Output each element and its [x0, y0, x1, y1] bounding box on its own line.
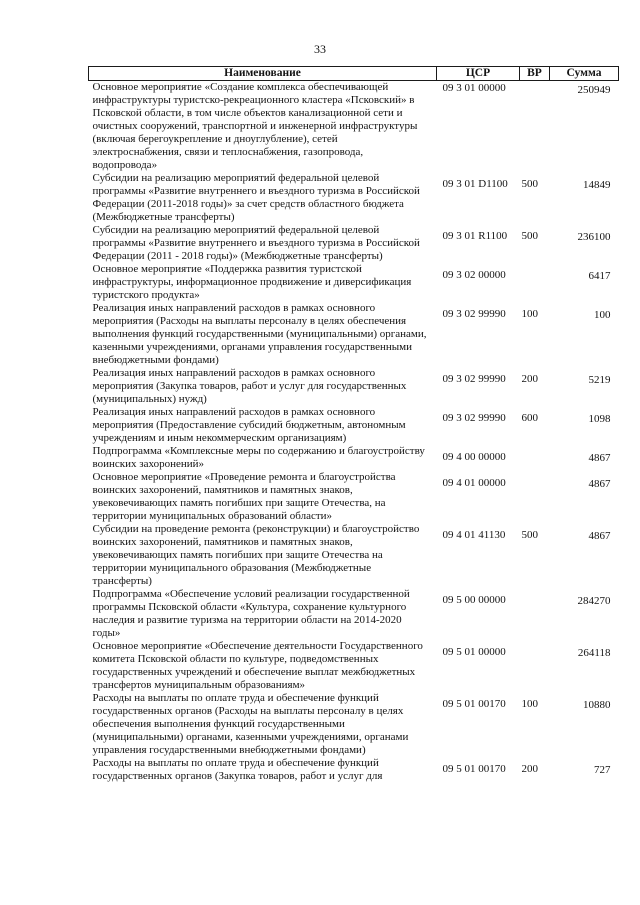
- cell-sum: 250949: [577, 84, 611, 96]
- table-row: [89, 263, 619, 302]
- cell-vr: 200: [521, 763, 538, 775]
- table-row: [89, 445, 619, 471]
- table-row: [89, 224, 619, 263]
- table-row: [89, 367, 619, 406]
- cell-csr: 09 4 01 00000: [442, 477, 506, 489]
- header-csr: ЦСР: [437, 67, 520, 81]
- cell-name: Расходы на выплаты по оплате труда и обеспечение функций государственных органов (Расходы на выплаты персоналу в целях обеспечения выполнения функций государственными (муниципальными) органами, казенными учреждениями, органами управления государственными внебюджетными фондами): [92, 692, 409, 756]
- cell-name: Реализация иных направлений расходов в рамках основного мероприятия (Расходы на выплаты персоналу в целях обеспечения выполнения функций государственными (муниципальными) органами, казенными учреждениями, органами управления государственными внебюджетными фондами): [92, 302, 427, 366]
- table-row: [89, 406, 619, 445]
- page-number: 33: [314, 42, 326, 56]
- table-header-row: [89, 67, 619, 81]
- cell-name: Основное мероприятие «Создание комплекса обеспечивающей инфраструктуры туристско-рекреационного кластера «Псковский» в Псковской области, в том числе объектов канализационной сети и очистных сооружений, транспортной и инженерной инфраструктуры (включая берегоукрепление и дноуглубление), сетей электроснабжения, связи и теплоснабжения, газопровода, водопровода»: [92, 81, 418, 171]
- cell-name: Основное мероприятие «Проведение ремонта и благоустройства воинских захоронений, памятников и памятных знаков, увековечивающих память погибших при защите Отечества, на территории муниципальных образований области»: [92, 471, 396, 522]
- cell-sum: 284270: [577, 595, 611, 607]
- cell-csr: 09 5 01 00000: [442, 646, 506, 658]
- cell-csr: 09 5 00 00000: [442, 594, 506, 606]
- cell-vr: 500: [521, 230, 538, 242]
- cell-name: Субсидии на реализацию мероприятий федеральной целевой программы «Развитие внутреннего и въездного туризма в Российской Федерации (2011 - 2018 годы)» (Межбюджетные трансферты): [92, 224, 420, 262]
- cell-csr: 09 3 01 R1100: [442, 230, 508, 242]
- cell-name: Подпрограмма «Комплексные меры по содержанию и благоустройству воинских захоронений»: [92, 445, 425, 470]
- cell-name: Реализация иных направлений расходов в рамках основного мероприятия (Закупка товаров, работ и услуг для государственных (муниципальных) нужд): [92, 367, 407, 405]
- cell-sum: 4867: [588, 452, 611, 464]
- cell-sum: 236100: [577, 231, 611, 243]
- cell-sum: 727: [594, 764, 611, 776]
- header-vr: ВР: [520, 67, 550, 81]
- header-name: Наименование: [89, 67, 437, 81]
- cell-vr: [520, 640, 550, 692]
- cell-sum: 5219: [588, 374, 611, 386]
- cell-sum: 100: [594, 309, 611, 321]
- cell-csr: 09 3 02 99990: [442, 308, 506, 320]
- cell-name: Субсидии на реализацию мероприятий федеральной целевой программы «Развитие внутреннего и въездного туризма в Российской Федерации (2011-2018 годы)» за счет средств областного бюджета (Межбюджетные трансферты): [92, 172, 420, 223]
- table-row: [89, 640, 619, 692]
- cell-vr: [520, 263, 550, 302]
- cell-sum: 14849: [583, 179, 611, 191]
- cell-vr: [520, 445, 550, 471]
- cell-name: Основное мероприятие «Поддержка развития туристской инфраструктуры, информационное продвижение и диверсификация туристского продукта»: [92, 263, 412, 301]
- cell-name: Подпрограмма «Обеспечение условий реализации государственной программы Псковской области «Культура, сохранение культурного наследия и развитие туризма на территории области на 2014-2020 годы»: [92, 588, 410, 639]
- cell-vr: 500: [521, 178, 538, 190]
- table-row: [89, 692, 619, 757]
- cell-vr: 100: [521, 308, 538, 320]
- table-row: [89, 81, 619, 173]
- cell-sum: 1098: [588, 413, 611, 425]
- table-row: [89, 523, 619, 588]
- cell-name: Реализация иных направлений расходов в рамках основного мероприятия (Предоставление субсидий бюджетным, автономным учреждениям и иным некоммерческим организациям): [92, 406, 406, 444]
- cell-vr: 600: [521, 412, 538, 424]
- cell-vr: [520, 588, 550, 640]
- budget-table: [88, 66, 619, 783]
- cell-csr: 09 5 01 00170: [442, 698, 506, 710]
- cell-vr: [520, 471, 550, 523]
- cell-vr: 200: [521, 373, 538, 385]
- table-row: [89, 757, 619, 783]
- cell-csr: 09 4 00 00000: [442, 451, 506, 463]
- table-row: [89, 471, 619, 523]
- cell-csr: 09 4 01 41130: [442, 529, 506, 541]
- cell-vr: 100: [521, 698, 538, 710]
- table-row: [89, 302, 619, 367]
- table-row: [89, 588, 619, 640]
- cell-sum: 6417: [588, 270, 611, 282]
- header-sum: Сумма: [550, 67, 619, 81]
- cell-csr: 09 3 01 D1100: [442, 178, 508, 190]
- cell-csr: 09 3 02 99990: [442, 373, 506, 385]
- table-row: [89, 172, 619, 224]
- cell-name: Субсидии на проведение ремонта (реконструкции) и благоустройство воинских захоронений, памятников и памятных знаков, увековечивающих память погибших при защите Отечества на территории муниципального образования (Межбюджетные трансферты): [92, 523, 420, 587]
- cell-sum: 4867: [588, 530, 611, 542]
- cell-sum: 10880: [583, 699, 611, 711]
- cell-name: Расходы на выплаты по оплате труда и обеспечение функций государственных органов (Закупка товаров, работ и услуг для: [92, 757, 383, 782]
- cell-sum: 4867: [588, 478, 611, 490]
- cell-vr: 500: [521, 529, 538, 541]
- cell-csr: 09 5 01 00170: [442, 763, 506, 775]
- cell-vr: [520, 81, 550, 173]
- cell-sum: 264118: [577, 647, 611, 659]
- cell-csr: 09 3 02 00000: [442, 269, 506, 281]
- cell-csr: 09 3 01 00000: [442, 82, 506, 94]
- cell-csr: 09 3 02 99990: [442, 412, 506, 424]
- cell-name: Основное мероприятие «Обеспечение деятельности Государственного комитета Псковской области по культуре, подведомственных государственных учреждений и обеспечение выплат межбюджетных трансфертов муниципальным образованиям»: [92, 640, 423, 691]
